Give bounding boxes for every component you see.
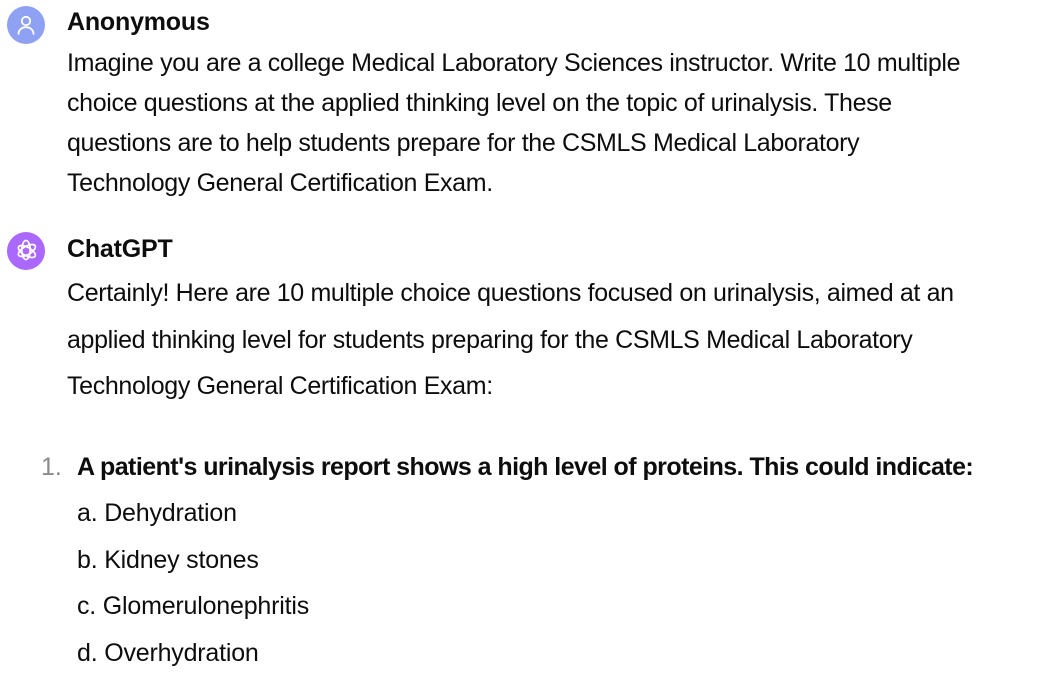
assistant-message-line: applied thinking level for students preparing for the CSMLS Medical Laboratory <box>67 317 1057 364</box>
person-icon <box>14 13 38 37</box>
assistant-author-name: ChatGPT <box>67 235 173 264</box>
answer-option: d. Overhydration <box>77 632 309 678</box>
assistant-message-text <box>67 270 1057 410</box>
answer-option: c. Glomerulonephritis <box>77 585 309 632</box>
answer-option: b. Kidney stones <box>77 539 309 586</box>
user-message-line: choice questions at the applied thinking level on the topic of urinalysis. These <box>67 83 1057 123</box>
answer-options <box>77 492 309 678</box>
user-author-name: Anonymous <box>67 8 210 37</box>
user-message-line: Technology General Certification Exam. <box>67 163 1057 203</box>
user-message-line: Imagine you are a college Medical Laboratory Sciences instructor. Write 10 multiple <box>67 43 1057 83</box>
openai-logo-icon <box>12 237 40 265</box>
assistant-message-line: Technology General Certification Exam: <box>67 363 1057 410</box>
question-number: 1. <box>41 452 62 482</box>
user-message-text <box>67 43 1057 203</box>
user-message-line: questions are to help students prepare for the CSMLS Medical Laboratory <box>67 123 1057 163</box>
assistant-message-line: Certainly! Here are 10 multiple choice questions focused on urinalysis, aimed at an <box>67 270 1057 317</box>
assistant-avatar <box>7 232 45 270</box>
user-avatar <box>7 6 45 44</box>
question-text: A patient's urinalysis report shows a high level of proteins. This could indicate: <box>77 452 973 482</box>
answer-option: a. Dehydration <box>77 492 309 539</box>
